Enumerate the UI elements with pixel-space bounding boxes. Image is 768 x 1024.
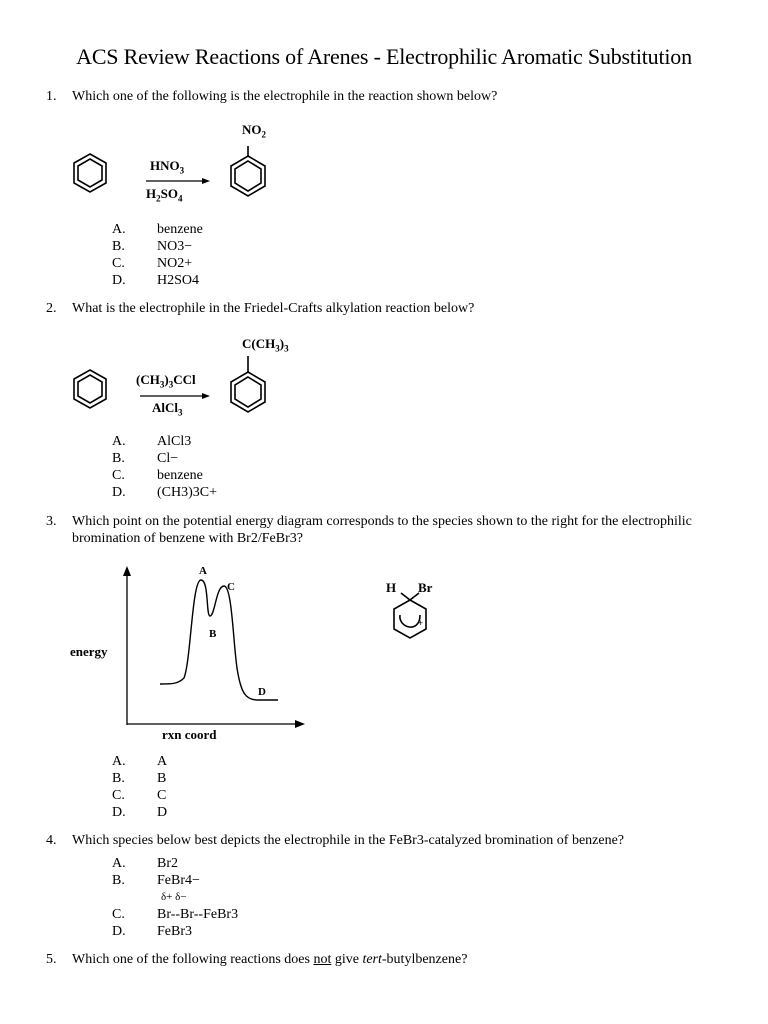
options-4: A. Br2 B. FeBr4− δ+ δ− C. Br--Br--FeBr3 D. FeBr3 xyxy=(112,856,239,939)
question-number: 3. xyxy=(46,514,57,529)
partial-charges: δ+ δ− xyxy=(161,891,187,903)
energy-axis-label: energy xyxy=(70,644,108,659)
point-label-c: C xyxy=(227,581,235,593)
species-h-label: H xyxy=(386,580,397,595)
question-text: Which point on the potential energy diagram corresponds to the species shown to the right for the electrophilic bromination of benzene with Br2/FeBr3? xyxy=(72,514,692,546)
point-label-d: D xyxy=(258,686,266,698)
reagent-top: $(CH_3)_3CCl$ xyxy=(136,372,196,390)
question-number: 4. xyxy=(46,833,57,848)
question-text: Which one of the following is the electrophile in the reaction shown below? xyxy=(72,89,498,104)
question-number: 5. xyxy=(46,952,57,967)
energy-curve xyxy=(160,580,278,700)
options-3: A. A B. B C. C D. D xyxy=(112,754,168,820)
options-2: A. AlCl3 B. Cl− C. benzene D. (CH3)3C+ xyxy=(112,434,218,500)
reagent-bottom: $H_2SO_4$ xyxy=(146,186,183,204)
reaction-scheme-1 xyxy=(60,120,320,210)
reaction-2-drawing xyxy=(60,334,340,424)
question-1 xyxy=(46,88,726,106)
product-substituent: $NO_2$ xyxy=(242,122,266,140)
question-2 xyxy=(46,300,726,318)
question-3 xyxy=(46,513,726,549)
question-text: What is the electrophile in the Friedel-Crafts alkylation reaction below? xyxy=(72,301,475,316)
options-1: A. benzene B. NO3− C. NO2+ D. H2SO4 xyxy=(112,222,203,288)
rxn-coord-axis-label: rxn coord xyxy=(162,727,217,742)
benzene-ring-product xyxy=(231,356,265,412)
question-5 xyxy=(46,951,726,969)
page-title: ACS Review Reactions of Arenes - Electrophilic Aromatic Substitution xyxy=(76,44,692,69)
species-charge: + xyxy=(418,618,424,628)
question-4 xyxy=(46,832,726,850)
benzene-ring-product xyxy=(231,146,265,196)
reaction-1-drawing xyxy=(60,120,320,210)
product-substituent: $C(CH_3)_3$ xyxy=(242,336,289,354)
point-label-a: A xyxy=(199,565,207,577)
benzene-ring-reactant xyxy=(74,370,106,408)
question-text: Which species below best depicts the electrophile in the FeBr3-catalyzed bromination of benzene? xyxy=(72,833,625,848)
reagent-top: $HNO_3$ xyxy=(150,158,185,176)
arenium-ion-species xyxy=(380,576,450,666)
reagent-bottom: AlCl$_3$ xyxy=(152,400,183,418)
reaction-scheme-2 xyxy=(60,334,340,424)
question-number: 1. xyxy=(46,89,57,104)
question-text: Which one of the following reactions does not give tert-butylbenzene? xyxy=(72,952,468,967)
question-number: 2. xyxy=(46,301,57,316)
benzene-ring-reactant xyxy=(74,154,106,192)
point-label-b: B xyxy=(209,628,217,640)
species-br-label: Br xyxy=(418,580,433,595)
energy-diagram xyxy=(60,560,320,750)
